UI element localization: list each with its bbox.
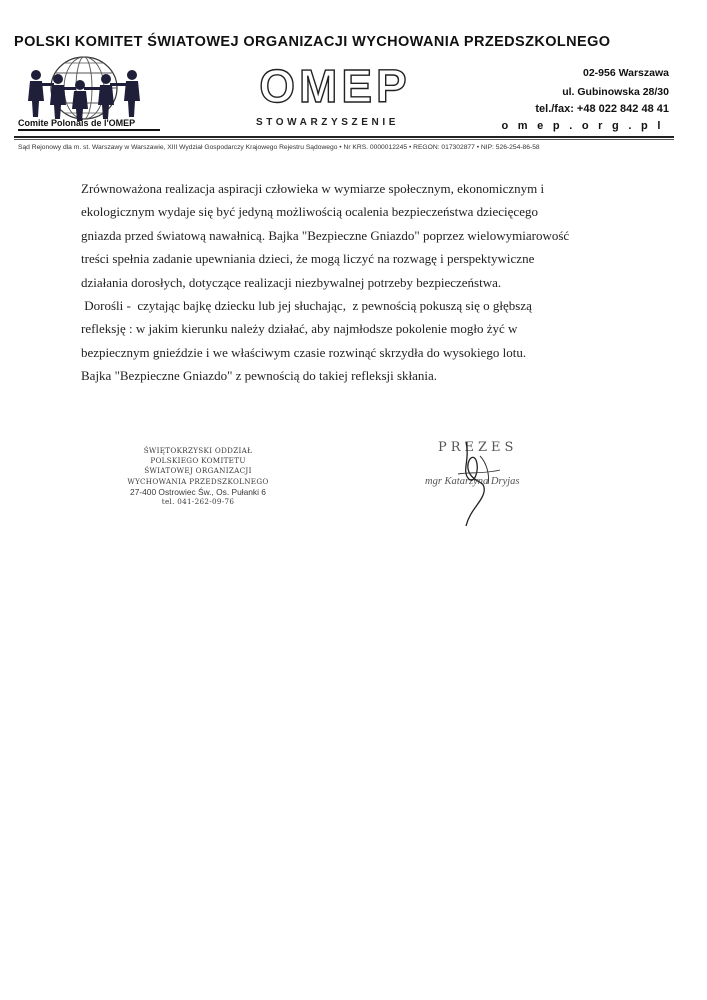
letter-line: działania dorosłych, dotyczące realizacji niezbywalnej potrzeby bezpieczeństwa. xyxy=(81,274,502,290)
website-address: omep.org.pl xyxy=(501,120,670,132)
handwritten-signature xyxy=(440,430,540,530)
stamp-line: ŚWIATOWEJ ORGANIZACJI xyxy=(144,466,252,476)
letter-line: bezpiecznym gnieździe i we właściwym czasie rozwinąć skrzydła do wysokiego lotu. xyxy=(81,344,527,360)
registry-info: Sąd Rejonowy dla m. st. Warszawy w Warszawie, XIII Wydział Gospodarczy Krajowego Rejestru Sądowego • Nr KRS. 0000012245 • REGON: 017302877 • NIP: 526-254-86-58 xyxy=(18,144,540,151)
stamp-line: ŚWIĘTOKRZYSKI ODDZIAŁ xyxy=(143,446,253,455)
omep-globe-logo-icon xyxy=(22,55,152,121)
letter-line: Bajka "Bezpieczne Gniazdo" z pewnością do takiej refleksji skłania. xyxy=(81,368,438,384)
letter-line: ekologicznym wydaje się być jedyną możliwością ocalenia bezpieczeństwa dziecięcego xyxy=(81,204,538,220)
organization-title: POLSKI KOMITET ŚWIATOWEJ ORGANIZACJI WYCHOWANIA PRZEDSZKOLNEGO xyxy=(14,34,611,50)
stamp-address: 27-400 Ostrowiec Św., Os. Pułanki 6 xyxy=(130,486,266,497)
phone-fax: tel./fax: +48 022 842 48 41 xyxy=(535,103,669,115)
branch-stamp xyxy=(113,446,283,507)
title-stamp: PREZES xyxy=(438,440,518,455)
stamp-phone: tel. 041-262-09-76 xyxy=(161,497,235,507)
address-city: 02-956 Warszawa xyxy=(583,67,669,79)
association-label: STOWARZYSZENIE xyxy=(256,117,400,128)
letter-line: refleksję : w jakim kierunku należy działać, aby najmłodsze pokolenie mogło żyć w xyxy=(81,321,518,337)
logo-caption-underline xyxy=(18,129,160,131)
header-rule xyxy=(14,136,674,138)
logo-caption: Comite Polonais de l'OMEP xyxy=(18,118,136,128)
letter-line: gniazda przed światową nawałnicą. Bajka "Bezpieczne Gniazdo" poprzez wielowymiarowość xyxy=(81,227,570,243)
letter-line: treści spełnia zadanie upewniania dzieci, że mogą liczyć na rozwagę i perspektywiczne xyxy=(81,251,535,267)
letter-line: Dorośli - czytając bajkę dziecku lub jej słuchając, z pewnością pokuszą się o głębszą xyxy=(81,297,532,313)
header-rule-thin xyxy=(14,139,674,140)
letter-line: Zrównoważona realizacja aspiracji człowieka w wymiarze społecznym, ekonomicznym i xyxy=(81,181,545,196)
address-street: ul. Gubinowska 28/30 xyxy=(562,86,669,98)
letter-body xyxy=(81,177,621,388)
signer-name: mgr Katarzyna Dryjas xyxy=(425,476,520,487)
stamp-line: POLSKIEGO KOMITETU xyxy=(150,456,246,466)
omep-acronym: OMEP xyxy=(259,60,411,110)
stamp-line: WYCHOWANIA PRZEDSZKOLNEGO xyxy=(127,476,269,486)
omep-wordmark xyxy=(255,60,415,110)
